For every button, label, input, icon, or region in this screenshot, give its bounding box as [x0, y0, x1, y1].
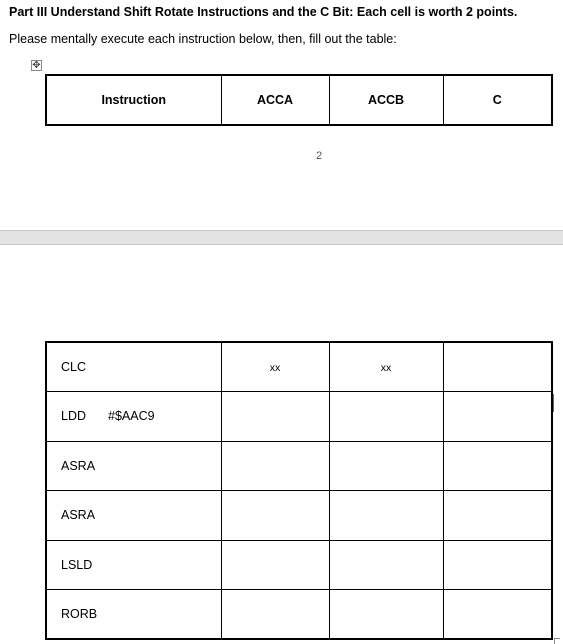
c-cell[interactable]	[443, 491, 552, 541]
instruction-cell[interactable]	[46, 491, 221, 541]
acca-cell[interactable]	[221, 491, 329, 541]
instruction-mnemonic: ASRA	[61, 458, 96, 473]
page-break	[0, 230, 563, 245]
acca-cell[interactable]: xx	[221, 342, 329, 392]
table-row	[46, 590, 552, 640]
instruction-cell[interactable]	[46, 392, 221, 442]
instruction-cell[interactable]	[46, 590, 221, 640]
c-cell[interactable]	[443, 342, 552, 392]
instruction-table	[45, 341, 553, 640]
accb-cell[interactable]	[329, 540, 443, 590]
page-corner-marker	[554, 638, 560, 644]
instruction-cell[interactable]	[46, 540, 221, 590]
table-row	[46, 392, 552, 442]
accb-cell[interactable]: xx	[329, 342, 443, 392]
instructions-text: Please mentally execute each instruction below, then, fill out the table:	[9, 32, 397, 46]
c-cell[interactable]	[443, 441, 552, 491]
header-c: C	[443, 75, 552, 125]
accb-cell[interactable]	[329, 392, 443, 442]
instruction-mnemonic: CLC	[61, 360, 87, 374]
page-number: 2	[316, 150, 323, 162]
move-cross-icon[interactable]: ✥	[32, 60, 41, 71]
accb-cell[interactable]	[329, 441, 443, 491]
acca-cell[interactable]	[221, 590, 329, 640]
c-cell[interactable]	[443, 392, 552, 442]
table-row	[46, 342, 552, 392]
accb-cell[interactable]	[329, 590, 443, 640]
accb-cell[interactable]	[329, 491, 443, 541]
instruction-operand: #$AAC9	[108, 409, 155, 424]
table-header	[45, 74, 553, 126]
table-row	[46, 441, 552, 491]
instruction-cell[interactable]	[46, 441, 221, 491]
table-row	[46, 491, 552, 541]
header-instruction: Instruction	[46, 75, 221, 125]
table-row	[46, 540, 552, 590]
acca-cell[interactable]	[221, 392, 329, 442]
document-heading: Part III Understand Shift Rotate Instructions and the C Bit: Each cell is worth 2 points.	[9, 5, 518, 19]
acca-cell[interactable]	[221, 441, 329, 491]
acca-cell[interactable]	[221, 540, 329, 590]
c-cell[interactable]	[443, 540, 552, 590]
instruction-mnemonic: ASRA	[61, 508, 96, 523]
header-accb: ACCB	[329, 75, 443, 125]
c-cell[interactable]	[443, 590, 552, 640]
instruction-mnemonic: RORB	[61, 607, 98, 621]
instruction-mnemonic: LSLD	[61, 557, 93, 572]
instruction-cell[interactable]	[46, 342, 221, 392]
instruction-mnemonic: LDD	[61, 409, 87, 424]
column-resize-marker	[553, 394, 554, 412]
header-acca: ACCA	[221, 75, 329, 125]
